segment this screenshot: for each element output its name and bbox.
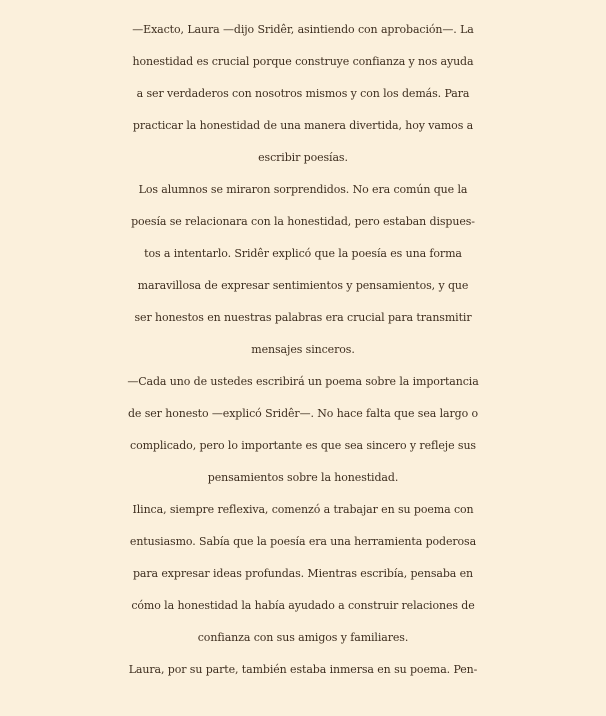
- text-line: —Cada uno de ustedes escribirá un poema sobre la importancia: [127, 375, 479, 388]
- text-line: tos a intentarlo. Sridêr explicó que la poesía es una forma: [144, 247, 462, 260]
- text-line: ser honestos en nuestras palabras era crucial para transmitir: [134, 311, 472, 324]
- text-line: entusiasmo. Sabía que la poesía era una herramienta poderosa: [129, 535, 477, 548]
- text-line: pensamientos sobre la honestidad.: [207, 471, 399, 484]
- text-line: a ser verdaderos con nosotros mismos y con los demás. Para: [136, 87, 470, 100]
- text-line: mensajes sinceros.: [251, 343, 355, 356]
- text-line: practicar la honestidad de una manera divertida, hoy vamos a: [132, 119, 474, 132]
- text-line: escribir poesías.: [258, 151, 348, 164]
- text-line: poesía se relacionara con la honestidad, pero estaban dispues-: [131, 215, 475, 228]
- text-line: Laura, por su parte, también estaba inmersa en su poema. Pen-: [128, 663, 478, 676]
- text-line: Los alumnos se miraron sorprendidos. No era común que la: [138, 183, 468, 196]
- text-line: para expresar ideas profundas. Mientras escribía, pensaba en: [132, 567, 474, 580]
- text-line: Ilinca, siempre reflexiva, comenzó a trabajar en su poema con: [132, 503, 474, 516]
- text-line: honestidad es crucial porque construye confianza y nos ayuda: [132, 55, 474, 68]
- text-line: maravillosa de expresar sentimientos y pensamientos, y que: [137, 279, 469, 292]
- text-line: complicado, pero lo importante es que sea sincero y refleje sus: [130, 439, 476, 452]
- text-line: cómo la honestidad la había ayudado a construir relaciones de: [131, 599, 475, 612]
- text-line: de ser honesto —explicó Sridêr—. No hace falta que sea largo o: [127, 407, 479, 420]
- text-line: —Exacto, Laura —dijo Sridêr, asintiendo con aprobación—. La: [132, 23, 474, 36]
- text-line: confianza con sus amigos y familiares.: [197, 631, 409, 644]
